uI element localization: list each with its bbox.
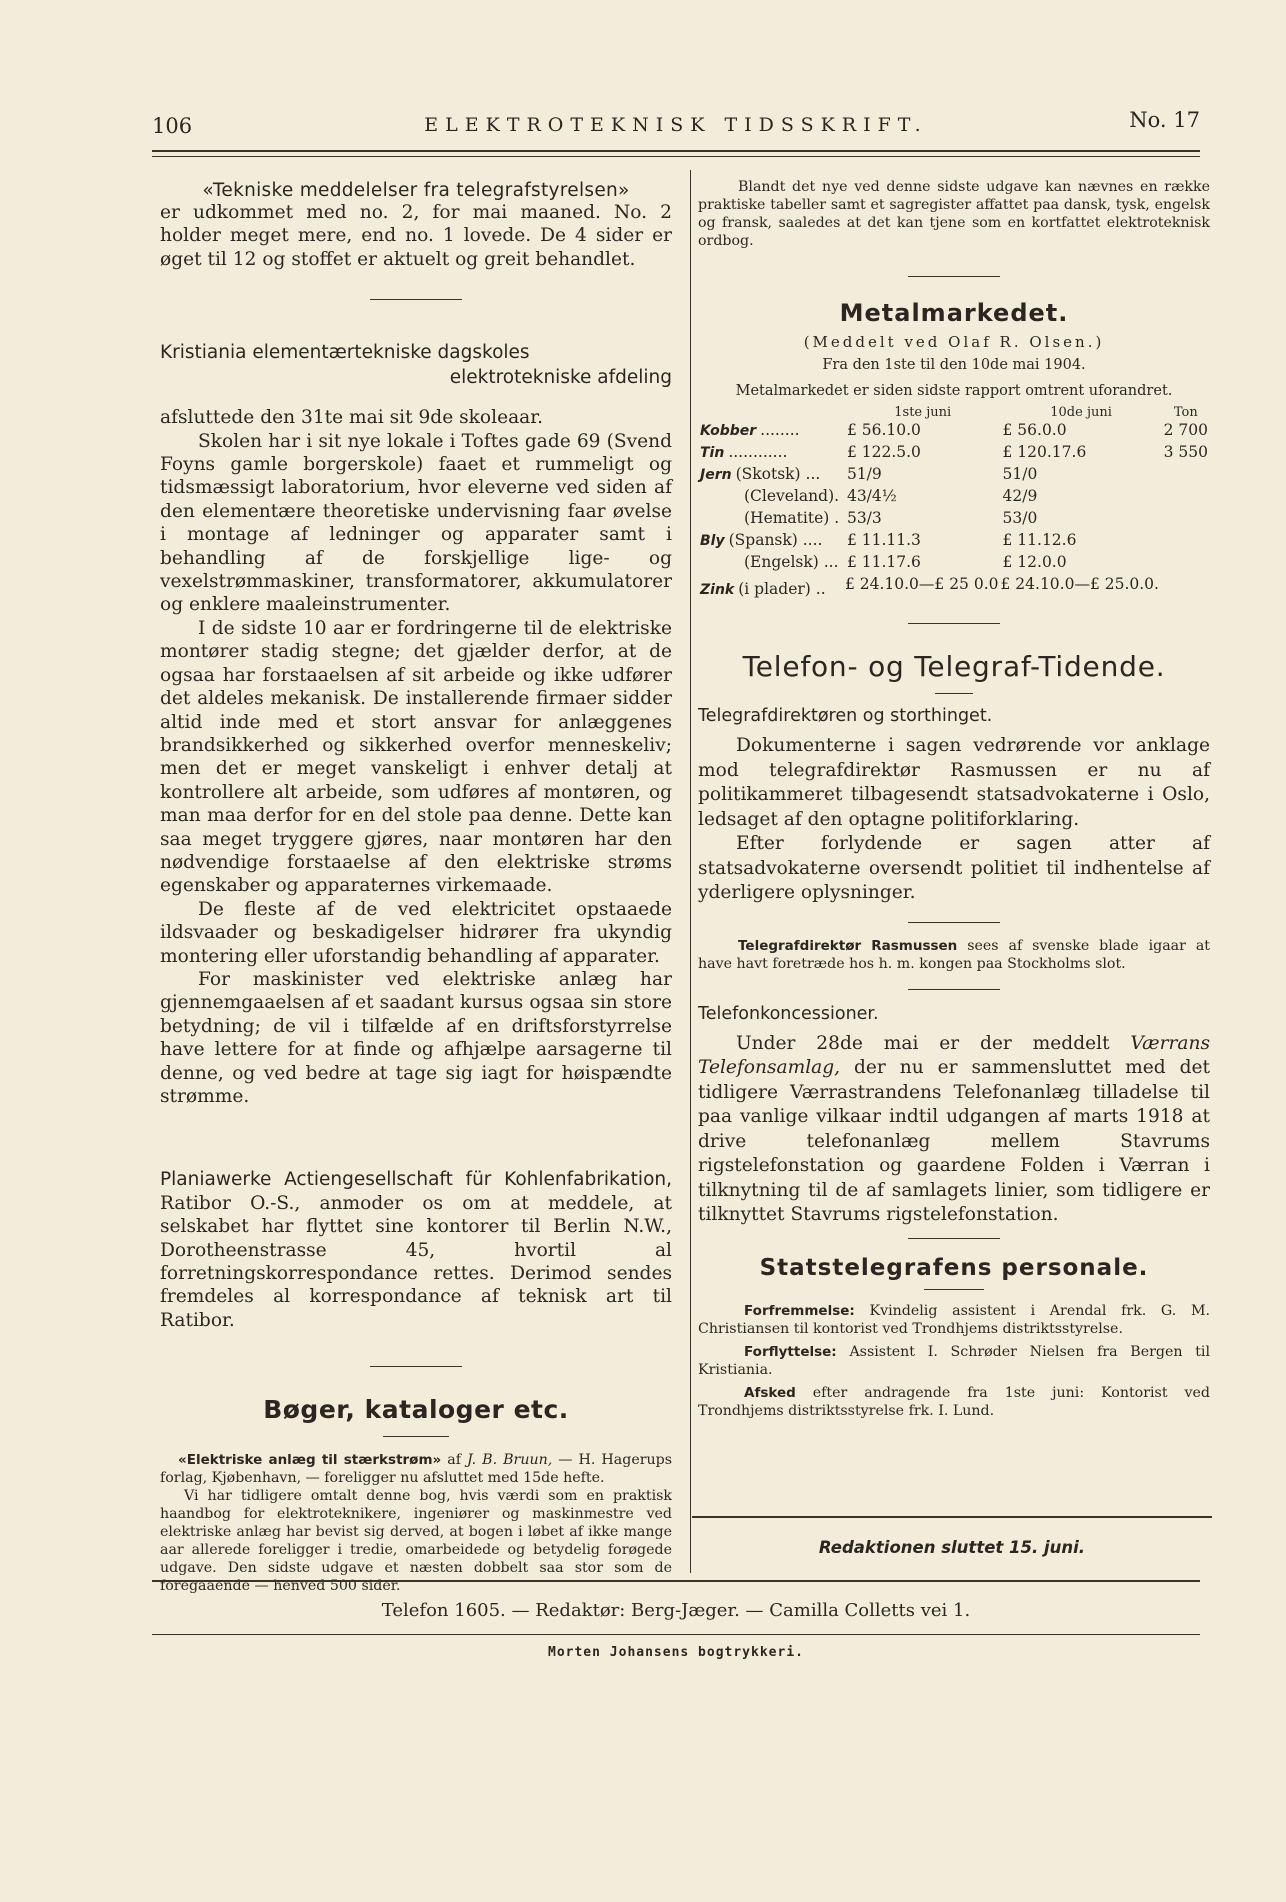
rasmussen-text: sees af svenske blade igaar at have havt foretræde hos h. m. kongen paa Stockholms slot. (698, 937, 1210, 972)
metal-leader-dots: ............ (728, 443, 788, 461)
metal-price-v2: 42/9 (1002, 487, 1038, 505)
metal-price-v1: £ 11.11.3 (846, 531, 921, 549)
metal-row (698, 508, 1210, 530)
forflyttelse-text: Assistent I. Schrøder Nielsen fra Bergen til Kristiania. (698, 1343, 1211, 1378)
metal-row (698, 486, 1210, 508)
metal-row (698, 442, 1210, 464)
notice-text: er udkommet med no. 2, for mai maaned. No. 2 holder meget mere, end no. 1 lovede. De 4 sider er øget til 12 og stoffet er aktuelt og greit behandlet. (160, 202, 672, 270)
concession-b: der nu er sammensluttet med det tidligere Værrastrandens Telefonanlæg tilladelse til paa vanlige vilkaar indtil udgangen af marts 1918 at drive telefonanlæg mellem Stavrums rigstelefonstation og gaardene Folden i Værran i tilknytning til de af samlagets linier, som tidligere er tilknyttet Stavrums rigstelefonstation. (698, 1057, 1210, 1225)
metal-price-v3 (1162, 464, 1210, 486)
metal-row (698, 464, 1210, 486)
footer-rule-top (152, 1580, 1200, 1582)
metal-market (698, 299, 1210, 601)
forflyttelse (698, 1343, 1210, 1380)
metal-label-cell (698, 464, 845, 486)
rasmussen-notice (698, 937, 1210, 973)
metal-label-cell (698, 508, 845, 530)
col-header-10de-juni: 10de juni (1050, 405, 1112, 420)
header-rule (152, 150, 1200, 152)
afsked (698, 1384, 1210, 1421)
page-number: 106 (152, 114, 193, 138)
school-p2: Skolen har i sit nye lokale i Toftes gade 69 (Svend Foyns gamle borgerskole) faaet et rummeligt og tidsmæssigt laboratorium, hvor eleverne ved siden af den elementære theoretiske undervisning faar øvelse i montage af ledninger og apparater samt i behandling af de forskjellige lige- og vexelstrømmaskiner, transformatorer, akkumulatorer og enklere maaleinstrumenter. (160, 430, 672, 616)
metal-price-v3: 2 700 (1163, 421, 1208, 439)
metal-price-v3 (1162, 552, 1210, 574)
forflyttelse-lead: Forflyttelse: (744, 1343, 837, 1360)
metal-grade: (i plader) .. (738, 580, 826, 598)
school-p1: afsluttede den 31te mai sit 9de skoleaar. (160, 407, 544, 429)
books-continuation: Blandt det nye ved denne sidste udgave kan nævnes en række praktiske tabeller samt et sagregister affattet paa dansk, tysk, engelsk og fransk, saaledes at det kan tjene som en kortfattet elektroteknisk ordbog. (698, 179, 1210, 249)
tidende-p2: Efter forlydende er sagen atter af statsadvokaterne oversendt politiet til indhentelse af yderligere oplysninger. (698, 833, 1210, 903)
metal-price-v3: 3 550 (1163, 443, 1208, 461)
book-publisher: — H. Hagerups forlag, Kjøbenhavn, — foreligger nu afsluttet med 15de hefte. (160, 1452, 672, 1487)
concession-company: Værrans Telefonsamlag, (698, 1032, 1210, 1078)
metal-byline: (Meddelt ved Olaf R. Olsen.) (803, 333, 1105, 351)
metal-grade: (Spansk) .... (728, 531, 823, 549)
section-rule (383, 1436, 449, 1437)
metal-grade: (Skotsk) ... (735, 465, 821, 483)
metal-price-v2: £ 12.0.0 (1002, 553, 1067, 571)
metal-price-v2: 53/0 (1002, 509, 1038, 527)
tidende-subhead-1: Telegrafdirektøren og storthinget. (698, 706, 993, 726)
forfremmelse (698, 1302, 1210, 1339)
editorial-closing-note: Redaktionen sluttet 15. juni. (818, 1538, 1086, 1557)
issue-number: No. 17 (1129, 108, 1200, 132)
imprint-line: Telefon 1605. — Redaktør: Berg-Jæger. — Camilla Colletts vei 1. (381, 1600, 971, 1621)
books-section (160, 1395, 672, 1595)
section-rule (908, 1238, 1000, 1239)
section-rule (924, 1289, 984, 1290)
col-header-ton: Ton (1173, 405, 1198, 420)
school-p4: De fleste af de ved elektricitet opstaaede ildsvaader og beskadigelser hidrører fra ukyndig montering eller uforstandig behandling af apparater. (160, 898, 672, 967)
metal-label-cell (698, 552, 845, 574)
journal-title: ELEKTROTEKNISK TIDSSKRIFT. (424, 114, 928, 136)
metal-price-v3 (1162, 574, 1210, 601)
school-article (160, 342, 672, 1108)
planiawerke-notice (160, 1168, 672, 1332)
footer-rule-bottom (152, 1634, 1200, 1635)
metal-label-cell (698, 420, 845, 442)
book-title: «Elektriske anlæg til stærkstrøm» (178, 1452, 442, 1469)
metal-price-v1: £ 11.17.6 (846, 553, 921, 571)
section-rule (908, 989, 1000, 990)
concession-text (698, 1032, 1210, 1228)
metal-price-v3 (1162, 508, 1210, 530)
school-title-2: elektrotekniske afdeling (449, 367, 672, 389)
metal-name: Kobber (700, 423, 757, 439)
metal-note: Metalmarkedet er siden sidste rapport omtrent uforandret. (735, 383, 1173, 399)
metal-price-v3 (1162, 486, 1210, 508)
metal-table-header (698, 405, 1210, 420)
section-rule (935, 693, 973, 694)
tidende-p1: Dokumenterne i sagen vedrørende vor anklage mod telegrafdirektør Rasmussen er nu af politikammeret tilbagesendt statsadvokaterne i Oslo, ledsaget af den optagne politiforklaring. (698, 735, 1210, 830)
metal-price-v1: £ 24.10.0—£ 25 0.0 (844, 575, 999, 593)
metal-price-table (698, 405, 1210, 601)
metal-label-cell (698, 442, 845, 464)
metal-name: Jern (700, 467, 732, 483)
printer-line: Morten Johansens bogtrykkeri. (548, 1645, 804, 1660)
metal-row (698, 530, 1210, 552)
section-rule (908, 922, 1000, 923)
planiawerke-lead: Planiawerke Actiengesellschaft für Kohlenfabrikation, (160, 1169, 672, 1191)
col-header-1ste-juni: 1ste juni (894, 405, 952, 420)
metal-price-v1: 53/3 (846, 509, 882, 527)
metal-leader-dots: ........ (760, 421, 800, 439)
forfremmelse-lead: Forfremmelse: (744, 1302, 855, 1319)
metal-price-v2: £ 11.12.6 (1002, 531, 1077, 549)
metal-name: Bly (700, 533, 725, 549)
metal-row (698, 420, 1210, 442)
book-author: J. B. Bruun, (467, 1452, 553, 1469)
closing-rule-top (692, 1516, 1212, 1518)
book-item-header (160, 1451, 672, 1487)
tidende-subhead-2: Telefonkoncessioner. (698, 1003, 879, 1024)
section-rule (370, 1366, 462, 1367)
notice-title: «Tekniske meddelelser fra telegrafstyrelsen» (202, 180, 630, 201)
tidende-section (698, 650, 1210, 1228)
afsked-lead: Afsked (744, 1384, 796, 1401)
metal-price-v1: £ 122.5.0 (846, 443, 921, 461)
personale-heading: Statstelegrafens personale. (759, 1254, 1149, 1281)
metal-price-v2: £ 24.10.0—£ 25.0.0. (1000, 575, 1159, 593)
metal-period: Fra den 1ste til den 10de mai 1904. (822, 357, 1086, 373)
tidende-heading: Telefon- og Telegraf-Tidende. (742, 650, 1166, 683)
school-title-1: Kristiania elementærtekniske dagskoles (160, 342, 530, 364)
metal-price-v1: 51/9 (846, 465, 882, 483)
metal-grade: (Engelsk) ... (744, 553, 839, 571)
section-rule (908, 623, 1000, 624)
metal-price-v3 (1162, 530, 1210, 552)
metal-grade: (Cleveland). (744, 487, 840, 505)
forfremmelse-text: Kvindelig assistent i Arendal frk. G. M. Christiansen til kontorist ved Trondhjems distriktsstyrelse. (698, 1302, 1210, 1337)
section-rule (908, 276, 1000, 277)
metal-heading: Metalmarkedet. (839, 299, 1069, 327)
metal-name: Zink (700, 582, 735, 598)
metal-price-v1: 43/4½ (846, 487, 897, 505)
books-heading: Bøger, kataloger etc. (263, 1395, 569, 1425)
page-header (152, 108, 1200, 144)
school-p3: I de sidste 10 aar er fordringerne til de elektriske montører stadig stegne; det gjælder derfor, at de ogsaa har forstaaelsen af sit arbeide og ikke udfører det aldeles mekanisk. De installerende firmaer sidder altid inde med et stort ansvar for anlæggenes brandsikkerhed og sikkerhed overfor menneskeliv; men det er meget vanskeligt i enhver detalj at kontrollere alt arbeide, som udføres af montøren, og man maa derfor for en del stole paa denne. Dette kan saa meget tryggere gjøres, naar montøren har den nødvendige forstaaelse af den elektriske strøms egenskaber og apparaternes virkemaade. (160, 617, 672, 897)
metal-price-v2: 51/0 (1002, 465, 1038, 483)
metal-name: Tin (700, 445, 725, 461)
metal-price-v2: £ 56.0.0 (1002, 421, 1067, 439)
rasmussen-lead: Telegrafdirektør Rasmussen (738, 937, 958, 954)
planiawerke-text (160, 1168, 672, 1332)
planiawerke-body: Ratibor O.-S., anmoder os om at meddele, at selskabet har flyttet sine kontorer til Berlin N.W., Dorotheenstrasse 45, hvortil al forretningskorrespondance rettes. Derimod sendes fremdeles al korrespondance af teknisk art til Ratibor. (160, 1192, 672, 1331)
metal-row (698, 574, 1210, 601)
metal-label-cell (698, 530, 845, 552)
left-column (160, 180, 672, 1595)
concession-a: Under 28de mai er der meddelt (736, 1032, 1110, 1054)
right-column (698, 178, 1210, 1421)
metal-label-cell (698, 486, 845, 508)
personale-section (698, 1255, 1210, 1421)
notice-telegrafstyrelsen (160, 180, 672, 271)
afsked-text: efter andragende fra 1ste juni: Kontorist ved Trondhjems distriktsstyrelse frk. I. Lund. (698, 1384, 1210, 1419)
section-rule (370, 299, 462, 300)
book-review: Vi har tidligere omtalt denne bog, hvis værdi som en praktisk haandbog for elektroteknikere, ingeniører og maskinmestre ved elektriske anlæg har bevist sig derved, at bogen i løbet af ikke mange aar allerede foreligger i tredie, omarbeidede og betydelig forøgede udgave. Den sidste udgave et næsten dobbelt saa stor som de foregaaende — henved 500 sider. (160, 1488, 672, 1595)
metal-grade: (Hematite) . (744, 509, 840, 527)
header-rule-thin (152, 156, 1200, 157)
metal-price-v1: £ 56.10.0 (846, 421, 921, 439)
metal-row (698, 552, 1210, 574)
book-by: af (447, 1452, 461, 1469)
metal-label-cell (698, 574, 845, 601)
school-p5: For maskinister ved elektriske anlæg har gjennemgaaelsen af et saadant kursus ogsaa sin store betydning; de vil i tilfælde af en driftsforstyrrelse have lettere for at finde og afhjælpe aarsagerne til denne, og ved bedre at tage sig iagt for høispændte strømme. (160, 968, 672, 1107)
column-divider (690, 170, 691, 1573)
metal-price-v2: £ 120.17.6 (1002, 443, 1087, 461)
